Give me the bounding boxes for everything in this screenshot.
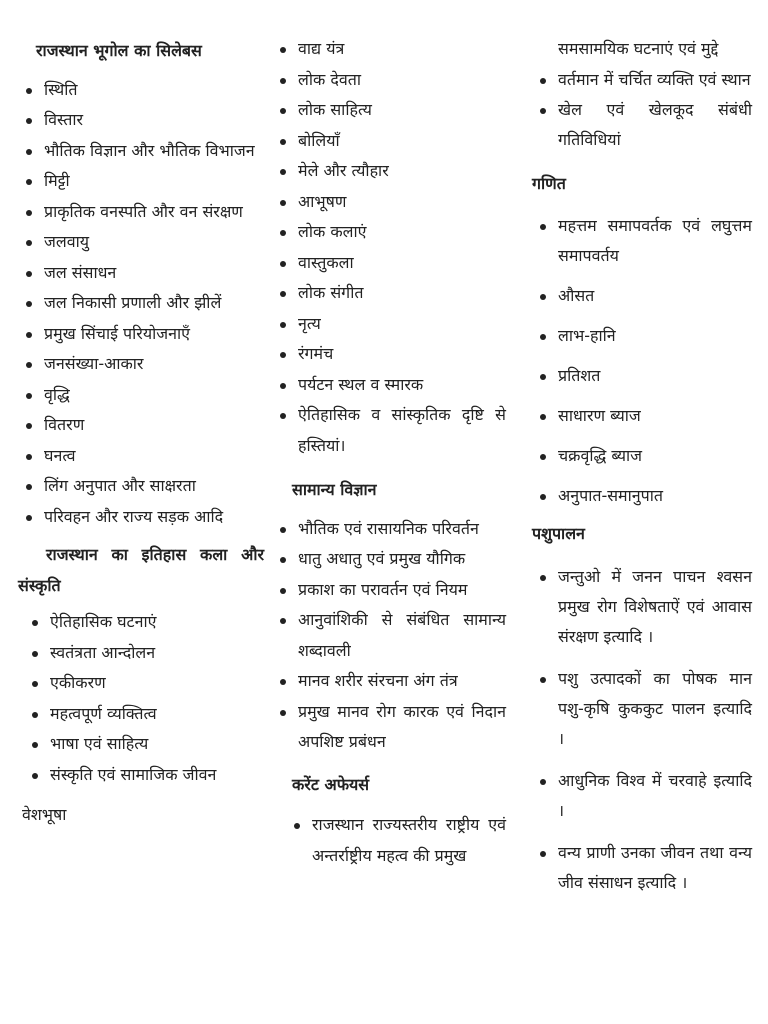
list-item: लोक कलाएं bbox=[272, 217, 506, 248]
list-item: आभूषण bbox=[272, 187, 506, 218]
current-affairs-list bbox=[272, 810, 506, 871]
list-item: वर्तमान में चर्चित व्यक्ति एवं स्थान bbox=[532, 65, 752, 95]
list-item: वाद्य यंत्र bbox=[272, 34, 506, 65]
list-item: प्रमुख मानव रोग कारक एवं निदान अपशिष्ट प्रबंधन bbox=[272, 697, 506, 758]
list-item: जल संसाधन bbox=[18, 258, 264, 289]
geography-list bbox=[18, 75, 264, 533]
geography-heading: राजस्थान भूगोल का सिलेबस bbox=[36, 41, 202, 60]
list-item: राजस्थान राज्यस्तरीय राष्ट्रीय एवं अन्तर्राष्ट्रीय महत्व की प्रमुख bbox=[286, 810, 506, 871]
list-item: लोक साहित्य bbox=[272, 95, 506, 126]
current-affairs-heading: करेंट अफेयर्स bbox=[292, 774, 370, 794]
list-item: स्वतंत्रता आन्दोलन bbox=[24, 638, 264, 669]
history-list bbox=[18, 607, 264, 790]
list-item: लिंग अनुपात और साक्षरता bbox=[18, 471, 264, 502]
list-item: आधुनिक विश्व में चरवाहे इत्यादि । bbox=[532, 766, 752, 826]
math-heading: गणित bbox=[532, 173, 566, 193]
list-item: महत्वपूर्ण व्यक्तित्व bbox=[24, 699, 264, 730]
list-item: चक्रवृद्धि ब्याज bbox=[532, 441, 752, 471]
list-item: वितरण bbox=[18, 410, 264, 441]
list-item: लाभ-हानि bbox=[532, 321, 752, 351]
list-item: पशु उत्पादकों का पोषक मान पशु-कृषि कुककुट पालन इत्यादि । bbox=[532, 664, 752, 754]
science-heading: सामान्य विज्ञान bbox=[292, 480, 377, 499]
list-item: प्रतिशत bbox=[532, 361, 752, 391]
column-2 bbox=[272, 34, 506, 871]
animal-husbandry-heading: पशुपालन bbox=[532, 524, 585, 543]
costume-text: वेशभूषा bbox=[22, 805, 67, 824]
list-item: आनुवांशिकी से संबंधित सामान्य शब्दावली bbox=[272, 605, 506, 666]
list-item: जन्तुओ में जनन पाचन श्वसन प्रमुख रोग विशेषताऐं एवं आवास संरक्षण इत्यादि । bbox=[532, 562, 752, 652]
list-item: महत्तम समापवर्तक एवं लघुत्तम समापवर्तय bbox=[532, 211, 752, 271]
list-item: साधारण ब्याज bbox=[532, 401, 752, 431]
list-item: नृत्य bbox=[272, 309, 506, 340]
list-item: वन्य प्राणी उनका जीवन तथा वन्य जीव संसाधन इत्यादि । bbox=[532, 838, 752, 898]
list-item: जनसंख्या-आकार bbox=[18, 349, 264, 380]
list-item: जल निकासी प्रणाली और झीलें bbox=[18, 288, 264, 319]
list-item: खेल एवं खेलकूद संबंधी गतिविधियां bbox=[532, 95, 752, 155]
list-item: मेले और त्यौहार bbox=[272, 156, 506, 187]
list-item: औसत bbox=[532, 281, 752, 311]
list-item: वृद्धि bbox=[18, 380, 264, 411]
list-item: वास्तुकला bbox=[272, 248, 506, 279]
list-item: जलवायु bbox=[18, 227, 264, 258]
list-item: लोक देवता bbox=[272, 65, 506, 96]
list-item: भौतिक एवं रासायनिक परिवर्तन bbox=[272, 514, 506, 545]
list-item: प्रमुख सिंचाई परियोजनाएँ bbox=[18, 319, 264, 350]
list-item: स्थिति bbox=[18, 75, 264, 106]
culture-list bbox=[272, 34, 506, 461]
current-affairs-items bbox=[532, 65, 752, 155]
column-3 bbox=[532, 34, 752, 898]
list-item: धातु अधातु एवं प्रमुख यौगिक bbox=[272, 544, 506, 575]
animal-husbandry-list bbox=[532, 562, 752, 898]
list-item: ऐतिहासिक घटनाएं bbox=[24, 607, 264, 638]
list-item: भाषा एवं साहित्य bbox=[24, 729, 264, 760]
list-item: विस्तार bbox=[18, 105, 264, 136]
list-item: घनत्व bbox=[18, 441, 264, 472]
list-item: मिट्टी bbox=[18, 166, 264, 197]
current-affairs-continuation: समसामयिक घटनाएं एवं मुद्दे bbox=[558, 39, 719, 58]
list-item: ऐतिहासिक व सांस्कृतिक दृष्टि से हस्तियां। bbox=[272, 400, 506, 461]
list-item: प्राकृतिक वनस्पति और वन संरक्षण bbox=[18, 197, 264, 228]
list-item: लोक संगीत bbox=[272, 278, 506, 309]
list-item: संस्कृति एवं सामाजिक जीवन bbox=[24, 760, 264, 791]
list-item: प्रकाश का परावर्तन एवं नियम bbox=[272, 575, 506, 606]
science-list bbox=[272, 514, 506, 758]
list-item: अनुपात-समानुपात bbox=[532, 481, 752, 511]
list-item: पर्यटन स्थल व स्मारक bbox=[272, 370, 506, 401]
history-heading: राजस्थान का इतिहास कला और संस्कृति bbox=[18, 545, 264, 595]
list-item: परिवहन और राज्य सड़क आदि bbox=[18, 502, 264, 533]
list-item: भौतिक विज्ञान और भौतिक विभाजन bbox=[18, 136, 264, 167]
list-item: रंगमंच bbox=[272, 339, 506, 370]
math-list bbox=[532, 211, 752, 511]
list-item: एकीकरण bbox=[24, 668, 264, 699]
list-item: मानव शरीर संरचना अंग तंत्र bbox=[272, 666, 506, 697]
list-item: बोलियाँ bbox=[272, 126, 506, 157]
column-1 bbox=[18, 36, 264, 831]
